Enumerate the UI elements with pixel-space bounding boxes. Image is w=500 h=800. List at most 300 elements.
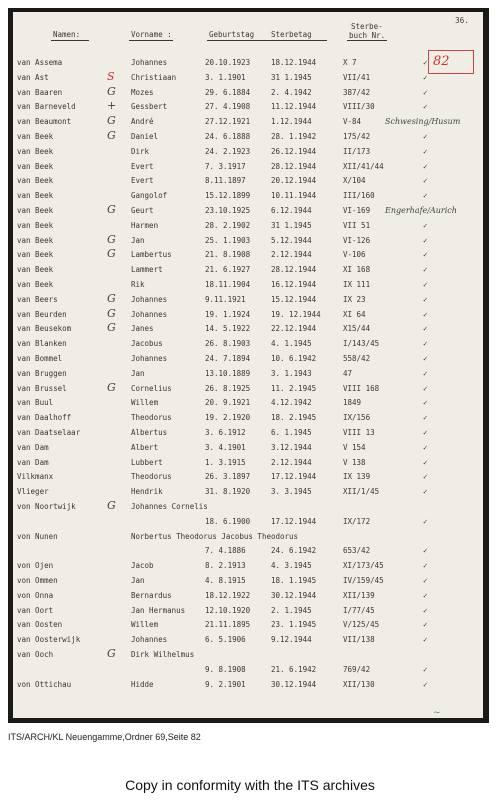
deathdate-cell: 2. 4.1942 (271, 87, 312, 97)
table-row (13, 322, 483, 336)
header-underline (51, 40, 89, 41)
birthdate-cell: 20.10.1923 (205, 58, 251, 67)
check-mark-icon: ✓ (423, 664, 428, 674)
firstname-cell: Geurt (131, 206, 154, 215)
death-book-number-cell: II/173 (343, 146, 371, 156)
firstname-cell: Johannes (131, 354, 168, 363)
death-book-number-cell: I/77/45 (343, 605, 375, 615)
check-mark-icon: ✓ (423, 191, 428, 201)
birthdate-cell: 28. 2.1902 (205, 220, 251, 230)
check-mark-icon: ✓ (423, 58, 428, 67)
handwritten-mark: + (107, 99, 117, 113)
surname-cell: van Beek (17, 161, 54, 171)
birthdate-cell: 6. 5.1906 (205, 635, 246, 645)
deathdate-cell: 9.12.1944 (271, 635, 312, 645)
header-book-line1: Sterbe- (351, 22, 383, 31)
birthdate-cell: 9. 8.1908 (205, 664, 246, 674)
death-book-number-cell: XI/173/45 (343, 561, 384, 571)
birthdate-cell: 19. 2.1920 (205, 413, 251, 423)
birthdate-cell: 24. 6.1888 (205, 132, 251, 141)
handwritten-mark: G (107, 380, 116, 394)
birthdate-cell: 26. 8.1925 (205, 383, 251, 393)
death-book-number-cell: I/143/45 (343, 339, 380, 349)
deathdate-cell: 4. 1.1945 (271, 339, 312, 349)
firstname-cell: Johannes (131, 309, 168, 319)
table-row (13, 100, 483, 114)
table-row (13, 337, 483, 351)
table-row (13, 115, 483, 129)
deathdate-cell: 10. 6.1942 (271, 354, 317, 363)
handwritten-note: Schwesing/Husum (385, 117, 461, 127)
handwritten-note: Engerhafe/Aurich (385, 206, 457, 215)
birthdate-cell: 21. 8.1908 (205, 250, 251, 260)
deathdate-cell: 31 1.1945 (271, 220, 312, 230)
table-row (13, 470, 483, 484)
deathdate-cell: 30.12.1944 (271, 679, 317, 689)
birthdate-cell: 3. 1.1901 (205, 72, 246, 82)
surname-cell: von Noortwijk (17, 502, 76, 511)
birthdate-cell: 24. 7.1894 (205, 354, 251, 363)
firstname-cell: Willem (131, 398, 159, 408)
birthdate-cell: 25. 1.1903 (205, 235, 251, 245)
death-book-number-cell: XII/139 (343, 590, 375, 600)
firstname-cell: Norbertus Theodorus Jacobus Theodorus (131, 531, 299, 541)
check-mark-icon: ✓ (423, 576, 428, 585)
check-mark-icon: ✓ (423, 309, 428, 319)
death-book-number-cell: IX/156 (343, 413, 371, 423)
surname-cell: van Oort (17, 605, 54, 615)
birthdate-cell: 9.11.1921 (205, 294, 246, 304)
birthdate-cell: 19. 1.1924 (205, 309, 251, 319)
death-book-number-cell: IX 23 (343, 294, 366, 304)
deathdate-cell: 4.12.1942 (271, 398, 312, 408)
surname-cell: van Brussel (17, 383, 67, 393)
death-book-number-cell: 1849 (343, 398, 362, 408)
check-mark-icon: ✓ (423, 235, 428, 245)
table-row (13, 145, 483, 159)
birthdate-cell: 15.12.1899 (205, 191, 251, 201)
death-book-number-cell: V 154 (343, 442, 366, 452)
surname-cell: van Beek (17, 265, 54, 275)
check-mark-icon: ✓ (423, 250, 428, 260)
firstname-cell: Albert (131, 442, 159, 452)
surname-cell: van Barneveld (17, 102, 76, 112)
death-book-number-cell: V-106 (343, 250, 366, 260)
table-row (13, 544, 483, 558)
birthdate-cell: 27. 4.1908 (205, 102, 251, 112)
surname-cell: van Beek (17, 132, 54, 141)
death-book-number-cell: VII/138 (343, 635, 375, 645)
firstname-cell: Lubbert (131, 457, 163, 467)
header-death: Sterbetag (271, 30, 312, 39)
death-book-number-cell: 47 (343, 368, 353, 378)
deathdate-cell: 6. 1.1945 (271, 428, 312, 437)
death-book-number-cell: VIII 13 (343, 428, 375, 437)
surname-cell: van Dam (17, 442, 49, 452)
deathdate-cell: 18. 2.1945 (271, 413, 317, 423)
surname-cell: van Beek (17, 250, 54, 260)
table-row (13, 234, 483, 248)
birthdate-cell: 18.11.1904 (205, 280, 251, 289)
deathdate-cell: 22.12.1944 (271, 324, 317, 334)
table-row (13, 633, 483, 647)
table-row (13, 130, 483, 144)
firstname-cell: Harmen (131, 220, 159, 230)
handwritten-mark: G (107, 84, 116, 98)
surname-cell: van Baaren (17, 87, 63, 97)
deathdate-cell: 11. 2.1945 (271, 383, 317, 393)
table-row (13, 648, 483, 662)
firstname-cell: Evert (131, 161, 154, 171)
firstname-cell: Mozes (131, 87, 154, 97)
table-row (13, 574, 483, 588)
death-book-number-cell: X15/44 (343, 324, 371, 334)
firstname-cell: Dirk (131, 146, 150, 156)
table-row (13, 441, 483, 455)
page-number: 36. (455, 16, 469, 25)
birthdate-cell: 18.12.1922 (205, 590, 251, 600)
table-row (13, 160, 483, 174)
birthdate-cell: 9. 2.1901 (205, 679, 246, 689)
check-mark-icon: ✓ (423, 339, 428, 349)
deathdate-cell: 10.11.1944 (271, 191, 317, 201)
firstname-cell: Albertus (131, 428, 168, 437)
table-row (13, 278, 483, 292)
check-mark-icon: ✓ (423, 161, 428, 171)
header-underline (129, 40, 173, 41)
table-row (13, 352, 483, 366)
check-mark-icon: ✓ (423, 294, 428, 304)
deathdate-cell: 2.12.1944 (271, 457, 312, 467)
surname-cell: van Beek (17, 176, 54, 186)
surname-cell: van Ooch (17, 650, 54, 659)
deathdate-cell: 2. 1.1945 (271, 605, 312, 615)
birthdate-cell: 8. 2.1913 (205, 561, 246, 571)
table-row (13, 189, 483, 203)
table-row (13, 308, 483, 322)
header-underline (347, 40, 387, 41)
deathdate-cell: 18.12.1944 (271, 58, 317, 67)
deathdate-cell: 21. 6.1942 (271, 664, 317, 674)
death-book-number-cell: VIII 168 (343, 383, 380, 393)
deathdate-cell: 3. 1.1943 (271, 368, 312, 378)
death-book-number-cell: V 138 (343, 457, 366, 467)
table-row (13, 396, 483, 410)
table-row (13, 86, 483, 100)
check-mark-icon: ✓ (423, 516, 428, 526)
handwritten-mark: G (107, 321, 116, 335)
check-mark-icon: ✓ (423, 132, 428, 141)
surname-cell: van Beurden (17, 309, 67, 319)
table-row (13, 367, 483, 381)
death-book-number-cell: IX 111 (343, 280, 371, 289)
birthdate-cell: 26. 8.1903 (205, 339, 251, 349)
handwritten-mark: G (107, 232, 116, 246)
deathdate-cell: 18. 1.1945 (271, 576, 317, 585)
birthdate-cell: 21.11.1895 (205, 620, 251, 630)
archive-footer: Copy in conformity with the ITS archives (125, 777, 375, 793)
check-mark-icon: ✓ (423, 457, 428, 467)
deathdate-cell: 23. 1.1945 (271, 620, 317, 630)
firstname-cell: Gessbert (131, 102, 168, 112)
deathdate-cell: 24. 6.1942 (271, 546, 317, 556)
death-book-number-cell: XII/130 (343, 679, 375, 689)
firstname-cell: Jan (131, 576, 145, 585)
birthdate-cell: 24. 2.1923 (205, 146, 251, 156)
death-book-number-cell: IX 139 (343, 472, 371, 482)
death-book-number-cell: VIII/30 (343, 102, 375, 112)
firstname-cell: Jan (131, 368, 145, 378)
surname-cell: von Ojen (17, 561, 54, 571)
check-mark-icon: ✓ (423, 620, 428, 630)
death-book-number-cell: VII 51 (343, 220, 371, 230)
deathdate-cell: 4. 3.1945 (271, 561, 312, 571)
firstname-cell: Johannes Cornelis (131, 502, 208, 511)
deathdate-cell: 2.12.1944 (271, 250, 312, 260)
death-book-number-cell: X/104 (343, 176, 366, 186)
deathdate-cell: 28.12.1944 (271, 265, 317, 275)
check-mark-icon: ✓ (423, 324, 428, 334)
death-book-number-cell: XI 168 (343, 265, 371, 275)
check-mark-icon: ✓ (423, 472, 428, 482)
surname-cell: van Beek (17, 146, 54, 156)
deathdate-cell: 5.12.1944 (271, 235, 312, 245)
deathdate-cell: 3. 3.1945 (271, 487, 312, 497)
birthdate-cell: 21. 6.1927 (205, 265, 251, 275)
check-mark-icon: ✓ (423, 265, 428, 275)
birthdate-cell: 14. 5.1922 (205, 324, 251, 334)
firstname-cell: Johannes (131, 58, 168, 67)
check-mark-icon: ✓ (423, 487, 428, 497)
death-book-number-cell: 653/42 (343, 546, 371, 556)
check-mark-icon: ✓ (423, 413, 428, 423)
handwritten-mark: G (107, 114, 116, 128)
table-row (13, 248, 483, 262)
handwritten-mark: S (107, 69, 115, 83)
table-row (13, 663, 483, 677)
check-mark-icon: ✓ (423, 383, 428, 393)
surname-cell: Vilkmanx (17, 472, 54, 482)
deathdate-cell: 17.12.1944 (271, 516, 317, 526)
header-birth: Geburtstag (209, 30, 255, 39)
check-mark-icon: ✓ (423, 87, 428, 97)
red-stamp-number: 82 (433, 54, 450, 69)
birthdate-cell: 3. 6.1912 (205, 428, 246, 437)
table-row (13, 456, 483, 470)
handwritten-mark: G (107, 129, 116, 142)
birthdate-cell: 12.10.1920 (205, 605, 251, 615)
check-mark-icon: ✓ (423, 605, 428, 615)
table-row (13, 174, 483, 188)
surname-cell: van Blanken (17, 339, 67, 349)
table-row (13, 263, 483, 277)
table-row (13, 71, 483, 85)
handwritten-mark: G (107, 291, 116, 305)
handwritten-mark: G (107, 203, 116, 216)
deathdate-cell: 31 1.1945 (271, 72, 312, 82)
death-book-number-cell: 558/42 (343, 354, 371, 363)
table-row (13, 500, 483, 514)
birthdate-cell: 4. 8.1915 (205, 576, 246, 585)
table-row (13, 530, 483, 544)
check-mark-icon: ✓ (423, 280, 428, 289)
birthdate-cell: 7. 3.1917 (205, 161, 246, 171)
table-row (13, 56, 483, 70)
surname-cell: van Beers (17, 294, 58, 304)
birthdate-cell: 7. 4.1886 (205, 546, 246, 556)
check-mark-icon: ✓ (423, 679, 428, 689)
deathdate-cell: 30.12.1944 (271, 590, 317, 600)
birthdate-cell: 3. 4.1901 (205, 442, 246, 452)
death-book-number-cell: VII/41 (343, 72, 371, 82)
birthdate-cell: 29. 6.1884 (205, 87, 251, 97)
surname-cell: van Beek (17, 235, 54, 245)
deathdate-cell: 3.12.1944 (271, 442, 312, 452)
birthdate-cell: 27.12.1921 (205, 117, 251, 127)
table-row (13, 485, 483, 499)
surname-cell: von Ottichau (17, 679, 72, 689)
birthdate-cell: 13.10.1889 (205, 368, 251, 378)
death-book-number-cell: XII/41/44 (343, 161, 384, 171)
firstname-cell: Gangolof (131, 191, 168, 201)
firstname-cell: Johannes (131, 294, 168, 304)
handwritten-mark: G (107, 306, 116, 320)
header-firstname: Vorname : (131, 30, 172, 39)
death-book-number-cell: 175/42 (343, 132, 371, 141)
firstname-cell: Christiaan (131, 72, 177, 82)
death-book-number-cell: IV/159/45 (343, 576, 384, 585)
firstname-cell: André (131, 117, 154, 127)
death-book-number-cell: IX/172 (343, 516, 371, 526)
surname-cell: van Buul (17, 398, 54, 408)
check-mark-icon: ✓ (423, 220, 428, 230)
death-book-number-cell: XI 64 (343, 309, 366, 319)
check-mark-icon: ✓ (423, 561, 428, 571)
check-mark-icon: ✓ (423, 398, 428, 408)
firstname-cell: Cornelius (131, 383, 172, 393)
check-mark-icon: ✓ (423, 354, 428, 363)
check-mark-icon: ✓ (423, 72, 428, 82)
firstname-cell: Rik (131, 280, 145, 289)
firstname-cell: Hendrik (131, 487, 163, 497)
table-row (13, 411, 483, 425)
firstname-cell: Lammert (131, 265, 163, 275)
birthdate-cell: 8.11.1897 (205, 176, 246, 186)
check-mark-icon: ✓ (423, 546, 428, 556)
check-mark-icon: ✓ (423, 635, 428, 645)
table-row (13, 204, 483, 218)
deathdate-cell: 19. 12.1944 (271, 309, 321, 319)
firstname-cell: Lambertus (131, 250, 172, 260)
table-row (13, 559, 483, 573)
surname-cell: van Beaumont (17, 117, 72, 127)
surname-cell: van Beek (17, 206, 54, 215)
firstname-cell: Dirk Wilhelmus (131, 650, 195, 659)
death-book-number-cell: V-84 (343, 117, 362, 127)
surname-cell: van Beek (17, 220, 54, 230)
header-book-line2: buch Nr. (349, 31, 386, 40)
death-book-number-cell: V/125/45 (343, 620, 380, 630)
check-mark-icon: ✓ (423, 590, 428, 600)
typed-register-page (13, 12, 483, 718)
surname-cell: van Daalhoff (17, 413, 72, 423)
surname-cell: van Beek (17, 191, 54, 201)
surname-cell: van Oosterwijk (17, 635, 81, 645)
birthdate-cell: 20. 9.1921 (205, 398, 251, 408)
firstname-cell: Jan (131, 235, 145, 245)
deathdate-cell: 28. 1.1942 (271, 132, 317, 141)
birthdate-cell: 18. 6.1900 (205, 516, 251, 526)
surname-cell: van Daatselaar (17, 428, 81, 437)
handwritten-mark: G (107, 499, 116, 512)
firstname-cell: Johannes (131, 635, 168, 645)
deathdate-cell: 28.12.1944 (271, 161, 317, 171)
surname-cell: van Beusekom (17, 324, 72, 334)
firstname-cell: Jacob (131, 561, 154, 571)
check-mark-icon: ✓ (423, 102, 428, 112)
deathdate-cell: 15.12.1944 (271, 294, 317, 304)
surname-cell: van Bruggen (17, 368, 67, 378)
deathdate-cell: 26.12.1944 (271, 146, 317, 156)
surname-cell: Vlieger (17, 487, 49, 497)
deathdate-cell: 11.12.1944 (271, 102, 317, 112)
deathdate-cell: 1.12.1944 (271, 117, 312, 127)
table-row (13, 618, 483, 632)
deathdate-cell: 20.12.1944 (271, 176, 317, 186)
birthdate-cell: 23.10.1925 (205, 206, 251, 215)
check-mark-icon: ✓ (423, 428, 428, 437)
death-book-number-cell: III/160 (343, 191, 375, 201)
surname-cell: van Dam (17, 457, 49, 467)
table-row (13, 515, 483, 529)
table-row (13, 678, 483, 692)
table-row (13, 382, 483, 396)
death-book-number-cell: 387/42 (343, 87, 371, 97)
check-mark-icon: ✓ (423, 146, 428, 156)
handwritten-mark: G (107, 247, 116, 261)
surname-cell: van Oosten (17, 620, 63, 630)
check-mark-icon: ✓ (423, 368, 428, 378)
table-row (13, 293, 483, 307)
death-book-number-cell: VI-126 (343, 235, 371, 245)
surname-cell: von Nunen (17, 531, 58, 541)
header-name: Namen: (53, 30, 81, 39)
birthdate-cell: 26. 3.1897 (205, 472, 251, 482)
table-row (13, 219, 483, 233)
death-book-number-cell: VI-169 (343, 206, 371, 215)
firstname-cell: Daniel (131, 132, 159, 141)
table-row (13, 589, 483, 603)
deathdate-cell: 16.12.1944 (271, 280, 317, 289)
surname-cell: van Ast (17, 72, 49, 82)
deathdate-cell: 6.12.1944 (271, 206, 312, 215)
surname-cell: von Ommen (17, 576, 58, 585)
firstname-cell: Hidde (131, 679, 154, 689)
birthdate-cell: 1. 3.1915 (205, 457, 246, 467)
handwritten-mark: G (107, 647, 116, 660)
initials-scribble: ~ (433, 708, 441, 718)
firstname-cell: Theodorus (131, 413, 172, 423)
firstname-cell: Theodorus (131, 472, 172, 482)
surname-cell: von Onna (17, 590, 54, 600)
deathdate-cell: 17.12.1944 (271, 472, 317, 482)
firstname-cell: Evert (131, 176, 154, 186)
check-mark-icon: ✓ (423, 176, 428, 186)
firstname-cell: Janes (131, 324, 154, 334)
table-row (13, 426, 483, 440)
firstname-cell: Jan Hermanus (131, 605, 186, 615)
death-book-number-cell: XII/1/45 (343, 487, 380, 497)
